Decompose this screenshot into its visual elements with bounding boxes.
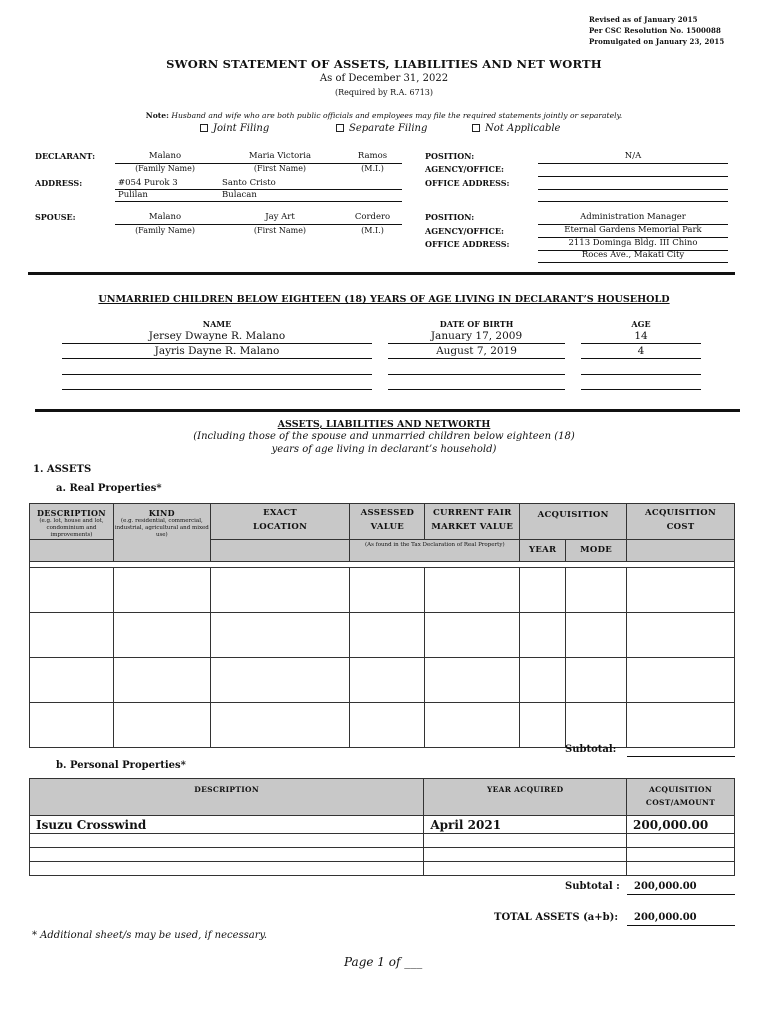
col-description: DESCRIPTION (e.g. lot, house and lot, condominium and improvements) [30,504,114,540]
real-subtotal-label: Subtotal: [565,744,617,755]
position-label: POSITION: [425,151,475,161]
office-address-label: OFFICE ADDRESS: [425,178,510,188]
aln-subheading: years of age living in declarant’s household) [271,444,497,455]
address-line1a: #054 Purok 3 [118,178,178,188]
col-market-value: CURRENT FAIR MARKET VALUE [425,504,520,540]
col-mode: MODE [566,540,627,562]
child-age: 4 [637,345,645,357]
child-dob: August 7, 2019 [436,345,517,357]
child-name: Jayris Dayne R. Malano [154,345,280,357]
spouse-family-name: Malano [148,212,182,222]
section-divider [28,272,735,275]
col-dob: DATE OF BIRTH [439,319,514,329]
required-by: (Required by R.A. 6713) [334,88,434,97]
table-row[interactable] [30,862,735,876]
tax-declaration-note: (As found in the Tax Declaration of Real Property) [350,540,520,562]
personal-description: Isuzu Crosswind [30,816,424,834]
col-age: AGE [631,319,651,329]
revision-line: Per CSC Resolution No. 1500088 [589,26,721,35]
revision-line: Promulgated on January 23, 2015 [589,37,725,46]
spouse-office-address-line2: Roces Ave., Makati City [581,250,685,260]
declarant-label: DECLARANT: [35,151,96,161]
page-number: Page 1 of ___ [344,955,423,969]
form-title: SWORN STATEMENT OF ASSETS, LIABILITIES AND NET WORTH [166,57,602,71]
section-divider [35,409,740,412]
spouse-label: SPOUSE: [35,212,76,222]
col-year: YEAR [520,540,566,562]
as-of-date: As of December 31, 2022 [319,73,449,84]
filing-option-joint[interactable]: Joint Filing [200,123,269,134]
filing-option-not-applicable[interactable]: Not Applicable [472,123,560,134]
personal-year: April 2021 [424,816,627,834]
agency-label: AGENCY/OFFICE: [425,226,504,236]
family-name-caption: (Family Name) [135,164,195,173]
table-row[interactable] [30,816,735,834]
checkbox-icon[interactable] [472,124,480,132]
total-assets-label: TOTAL ASSETS (a+b): [494,912,619,923]
real-properties-table [29,503,735,748]
footnote: * Additional sheet/s may be used, if necessary. [32,930,268,941]
personal-amount: 200,000.00 [627,816,735,834]
child-age: 14 [634,330,648,342]
col-acquisition-cost: ACQUISITION COST/AMOUNT [627,779,735,816]
col-name: NAME [202,319,232,329]
table-row[interactable] [30,568,735,613]
spouse-position: Administration Manager [580,212,686,222]
family-name-caption: (Family Name) [135,226,195,235]
children-heading: UNMARRIED CHILDREN BELOW EIGHTEEN (18) YEARS OF AGE LIVING IN DECLARANT’S HOUSEHOLD [98,294,670,305]
address-line1b: Santo Cristo [222,178,276,188]
total-assets-value: 200,000.00 [634,912,697,923]
checkbox-icon[interactable] [336,124,344,132]
table-row[interactable] [30,613,735,658]
mi-caption: (M.I.) [361,164,384,173]
col-assessed-value: ASSESSED VALUE [350,504,425,540]
table-row[interactable] [30,834,735,848]
revision-line: Revised as of January 2015 [589,15,698,24]
address-line2b: Bulacan [222,190,257,200]
checkbox-icon[interactable] [200,124,208,132]
personal-subtotal-value: 200,000.00 [634,881,697,892]
col-location: EXACT LOCATION [210,504,350,540]
revision-block [589,14,724,47]
declarant-position: N/A [624,151,642,161]
col-description: DESCRIPTION [30,779,424,816]
table-row[interactable] [30,848,735,862]
agency-label: AGENCY/OFFICE: [425,164,504,174]
real-properties-heading: a. Real Properties* [56,483,162,494]
position-label: POSITION: [425,212,475,222]
note [0,111,768,120]
filing-option-separate[interactable]: Separate Filing [336,123,427,134]
address-label: ADDRESS: [35,178,83,188]
col-acquisition-cost: ACQUISITION COST [627,504,735,540]
child-name: Jersey Dwayne R. Malano [148,330,286,342]
aln-subheading: (Including those of the spouse and unmarried children below eighteen (18) [193,431,575,442]
declarant-mi: Ramos [357,151,388,161]
note-label: Note: [145,111,169,120]
table-row[interactable] [30,658,735,703]
table-row[interactable] [30,703,735,748]
assets-heading: 1. ASSETS [33,464,92,475]
aln-heading: ASSETS, LIABILITIES AND NETWORTH [277,419,491,430]
mi-caption: (M.I.) [361,226,384,235]
col-acquisition: ACQUISITION [520,504,627,540]
spouse-mi: Cordero [354,212,391,222]
first-name-caption: (First Name) [253,164,307,173]
personal-properties-table [29,778,735,876]
first-name-caption: (First Name) [253,226,307,235]
address-line2a: Pulilan [118,190,148,200]
office-address-label: OFFICE ADDRESS: [425,239,510,249]
note-text: Husband and wife who are both public officials and employees may file the required statements jointly or separately. [171,111,623,120]
spouse-first-name: Jay Art [265,212,295,222]
personal-subtotal-label: Subtotal : [565,881,620,892]
child-dob: January 17, 2009 [430,330,523,342]
spouse-agency: Eternal Gardens Memorial Park [564,225,702,235]
col-kind: KIND (e.g. residential, commercial, industrial, agricultural and mixed use) [113,504,210,562]
col-year-acquired: YEAR ACQUIRED [424,779,627,816]
declarant-family-name: Malano [148,151,182,161]
declarant-first-name: Maria Victoria [248,151,312,161]
personal-properties-heading: b. Personal Properties* [56,760,186,771]
spouse-office-address-line1: 2113 Dominga Bldg. III Chino [568,238,698,248]
